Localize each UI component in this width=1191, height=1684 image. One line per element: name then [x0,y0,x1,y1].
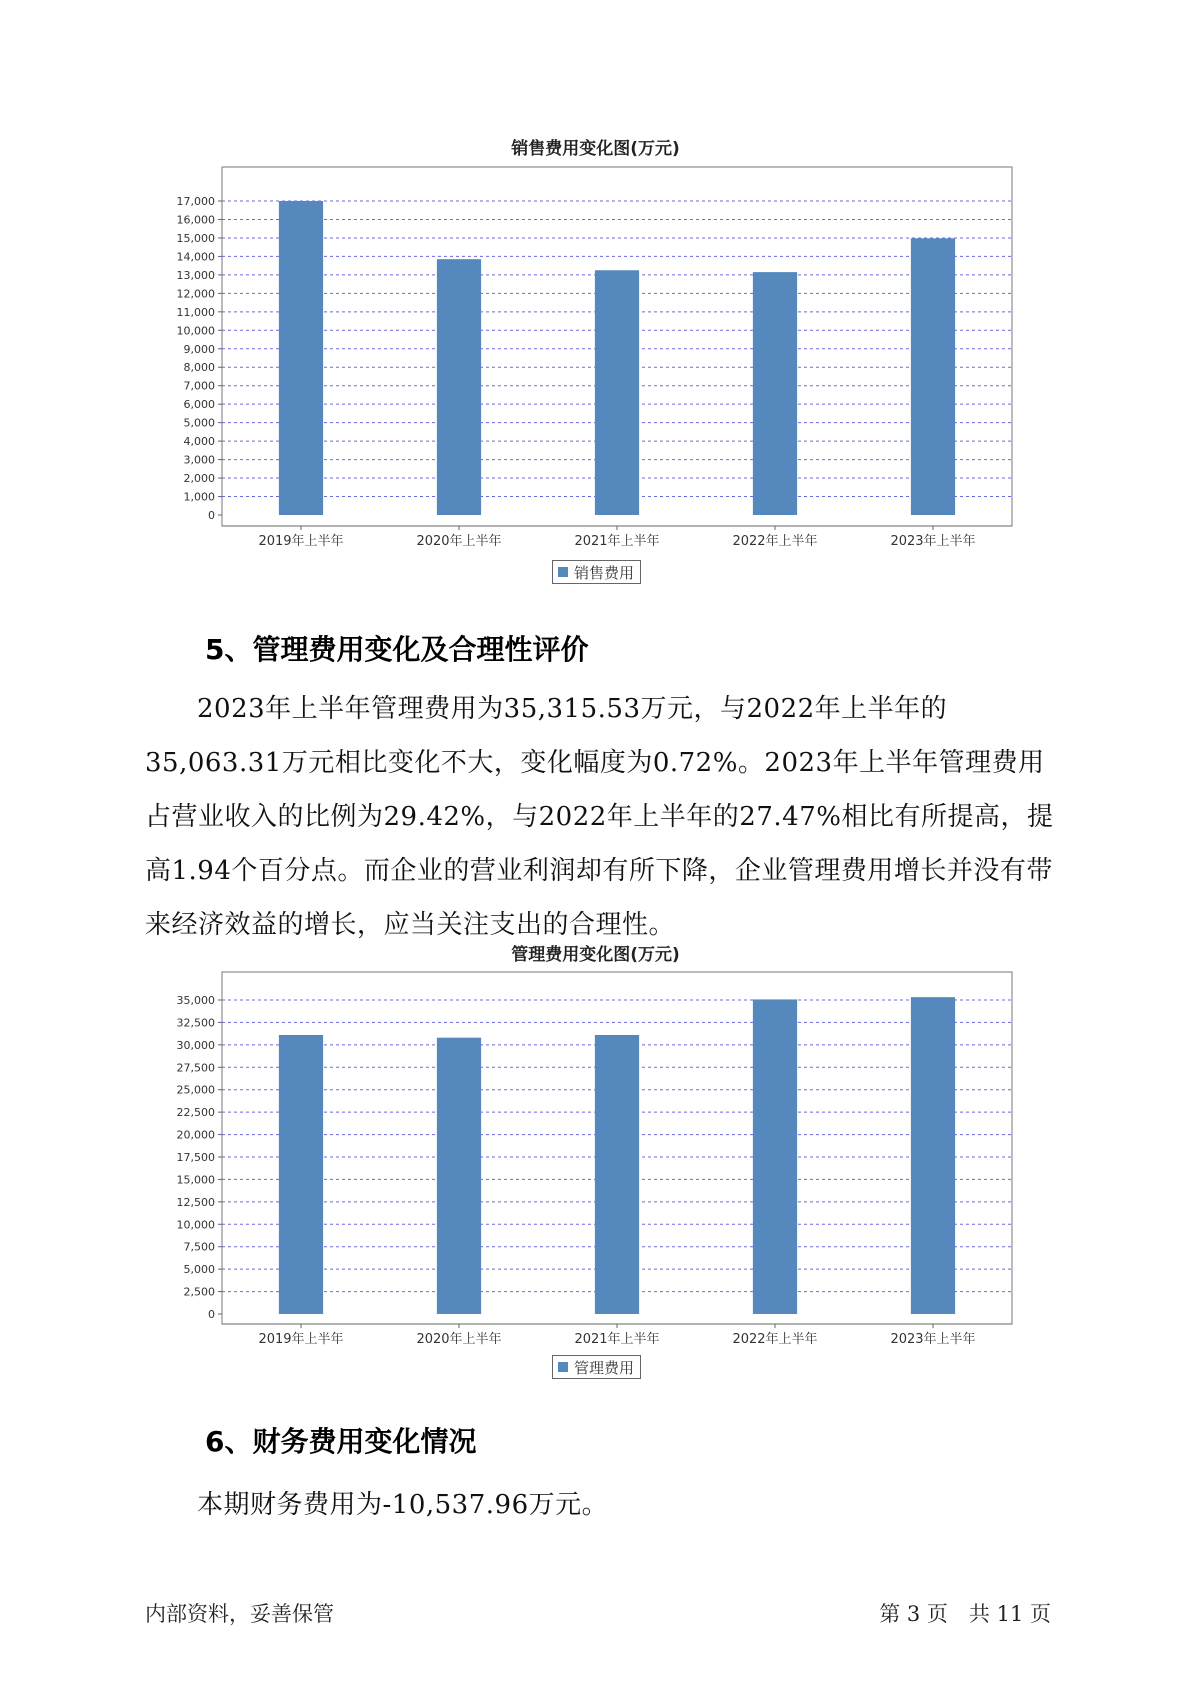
legend-swatch [558,567,568,577]
x-tick-label: 2019年上半年 [258,1332,344,1347]
y-tick-label: 30,000 [176,1038,215,1052]
footer-confidential: 内部资料，妥善保管 [145,1602,334,1626]
x-tick-label: 2022年上半年 [732,1332,818,1347]
y-tick-label: 17,000 [176,195,215,208]
x-tick-label: 2021年上半年 [574,1332,660,1347]
y-tick-label: 11,000 [176,305,215,319]
admin-expense-chart [0,970,1191,1347]
bar [753,272,797,515]
y-tick-label: 15,000 [176,1173,215,1187]
y-tick-label: 5,000 [183,1263,215,1277]
y-tick-label: 35,000 [176,994,215,1007]
sales-expense-chart [0,165,1191,549]
y-tick-label: 15,000 [176,231,215,245]
section-6-paragraph: 本期财务费用为-10,537.96万元。 [197,1490,609,1520]
y-tick-label: 16,000 [176,213,215,227]
y-tick-label: 10,000 [176,1218,215,1232]
y-tick-label: 4,000 [183,435,215,449]
y-tick-label: 2,000 [183,472,215,486]
chart-title-admin: 管理费用变化图(万元) [511,945,680,965]
x-tick-label: 2023年上半年 [890,1332,976,1347]
x-tick-label: 2020年上半年 [416,1332,502,1347]
bar [437,1038,481,1314]
y-tick-label: 10,000 [176,324,215,338]
x-tick-label: 2020年上半年 [416,534,502,549]
chart-legend-admin [552,1355,641,1379]
y-tick-label: 27,500 [176,1061,215,1075]
footer-page-number: 第 3 页 共 11 页 [879,1602,1051,1626]
y-tick-label: 0 [208,1308,215,1321]
bar [595,1035,639,1314]
x-tick-label: 2023年上半年 [890,534,976,549]
bar [911,997,955,1314]
y-tick-label: 8,000 [183,361,215,375]
y-tick-label: 9,000 [183,342,215,356]
y-tick-label: 5,000 [183,416,215,430]
bar [911,238,955,515]
y-tick-label: 25,000 [176,1083,215,1097]
y-tick-label: 32,500 [176,1016,215,1030]
y-tick-label: 22,500 [176,1106,215,1120]
bar [595,270,639,515]
legend-swatch [558,1362,568,1372]
bar [279,1035,323,1314]
y-tick-label: 12,500 [176,1195,215,1209]
section-5-heading: 5、管理费用变化及合理性评价 [205,633,589,666]
bar [437,259,481,515]
bar [279,201,323,515]
y-tick-label: 20,000 [176,1128,215,1142]
y-tick-label: 0 [208,509,215,522]
chart-legend-sales [552,560,641,584]
chart-title-sales: 销售费用变化图(万元) [511,139,680,159]
x-tick-label: 2022年上半年 [732,534,818,549]
y-tick-label: 17,500 [176,1151,215,1164]
y-tick-label: 12,000 [176,287,215,301]
y-tick-label: 7,500 [183,1240,215,1254]
legend-label: 管理费用 [574,1358,635,1377]
legend-label: 销售费用 [574,563,635,582]
y-tick-label: 14,000 [176,250,215,264]
y-tick-label: 1,000 [183,490,215,504]
y-tick-label: 6,000 [183,398,215,412]
x-tick-label: 2019年上半年 [258,534,344,549]
y-tick-label: 3,000 [183,453,215,467]
y-tick-label: 2,500 [183,1285,215,1299]
x-tick-label: 2021年上半年 [574,534,660,549]
y-tick-label: 13,000 [176,268,215,282]
bar [753,999,797,1314]
section-5-paragraph: 2023年上半年管理费用为35,315.53万元，与2022年上半年的35,063.31万元相比变化不大，变化幅度为0.72%。2023年上半年管理费用占营业收入的比例为29.42%，与2022年上半年的27.47%相比有所提高，提高1.94个百分点。而企业的营业利润却有所下降，企业管理费用增长并没有带来经济效益的增长，应当关注支出的合理性。 [145,694,1054,940]
section-6-heading: 6、财务费用变化情况 [205,1425,477,1458]
y-tick-label: 7,000 [183,379,215,393]
